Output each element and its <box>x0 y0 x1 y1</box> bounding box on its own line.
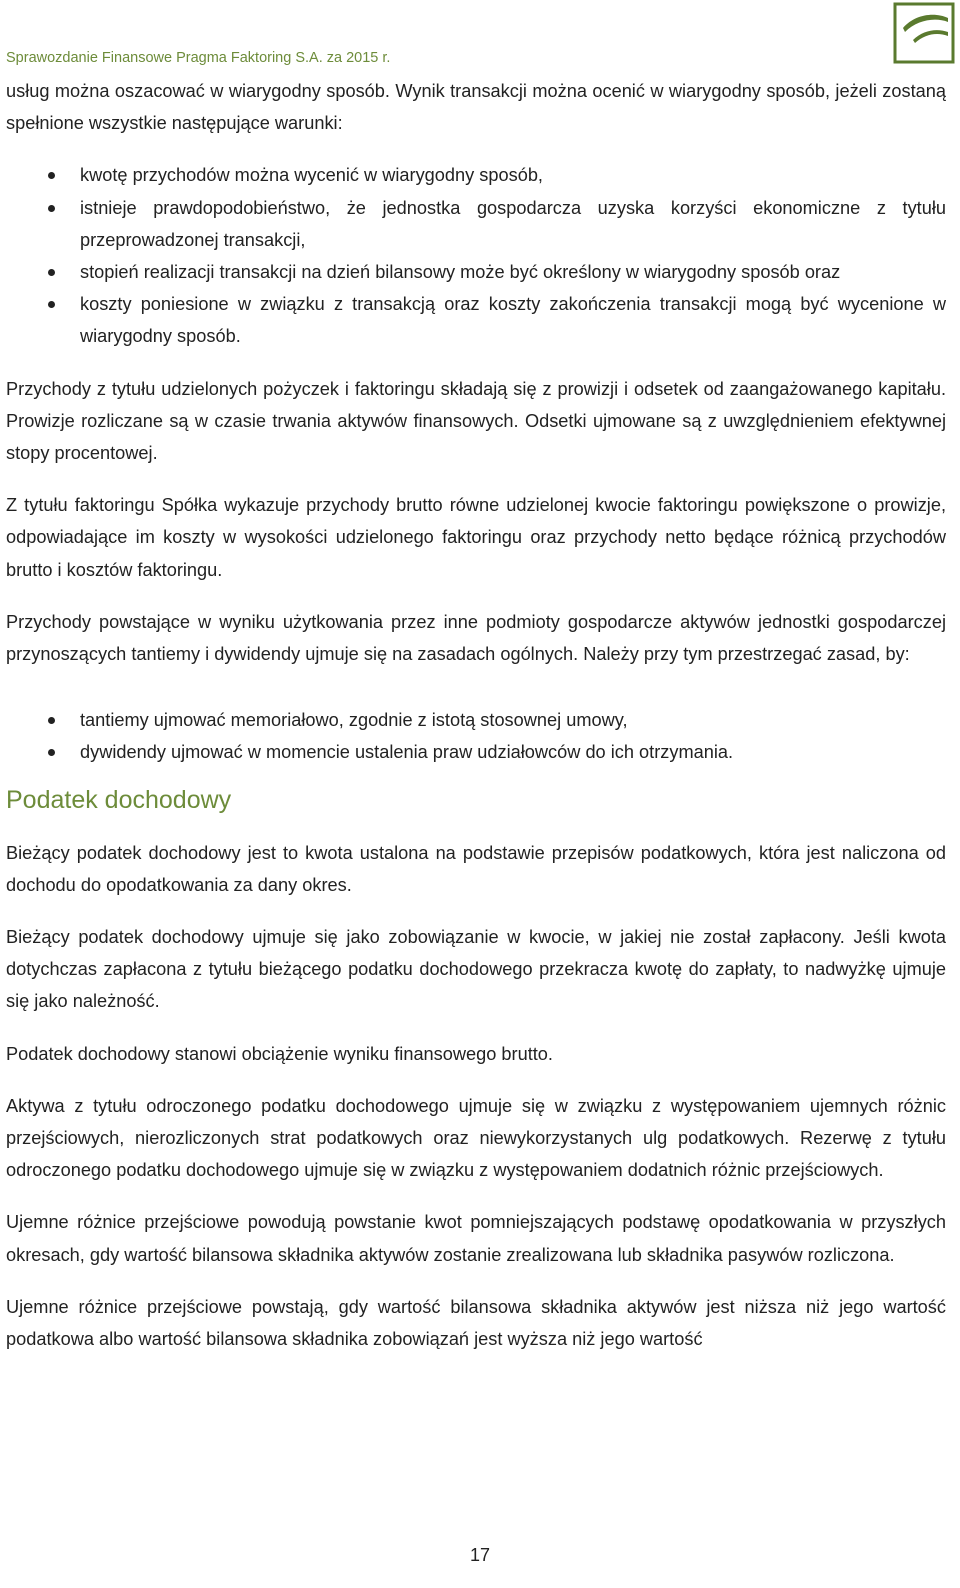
paragraph: Ujemne różnice przejściowe powodują powstanie kwot pomniejszających podstawę opodatkowania w przyszłych okresach, gdy wartość bilansowa składnika aktywów zostanie zrealizowana lub składnika pasywów rozliczona. <box>6 1212 946 1265</box>
page-number: 17 <box>469 1545 491 1565</box>
paragraph: Przychody z tytułu udzielonych pożyczek i faktoringu składają się z prowizji i odsetek od zaangażowanego kapitału. Prowizje rozliczane są w czasie trwania aktywów finansowych. Odsetki ujmowane są z uwzględnieniem efektywnej stopy procentowej. <box>6 378 946 464</box>
list-item: dywidendy ujmować w momencie ustalenia praw udziałowców do ich otrzymania. <box>6 736 946 768</box>
paragraph: Bieżący podatek dochodowy ujmuje się jako zobowiązanie w kwocie, w jakiej nie został zapłacony. Jeśli kwota dotychczas zapłacona z tytułu bieżącego podatku dochodowego przekracza kwotę do zapłaty, to nadwyżkę ujmuje się jako należność. <box>6 927 946 1012</box>
paragraph: Bieżący podatek dochodowy jest to kwota ustalona na podstawie przepisów podatkowych, która jest naliczona od dochodu do opodatkowania za dany okres. <box>6 842 946 895</box>
intro-paragraph: usług można oszacować w wiarygodny sposób. Wynik transakcji można ocenić w wiarygodny sposób, jeżeli zostaną spełnione wszystkie następujące warunki: <box>6 81 946 134</box>
list-item: tantiemy ujmować memoriałowo, zgodnie z istotą stosownej umowy, <box>6 704 946 736</box>
paragraph: Podatek dochodowy stanowi obciążenie wyniku finansowego brutto. <box>6 1043 553 1064</box>
paragraph: Ujemne różnice przejściowe powstają, gdy wartość bilansowa składnika aktywów jest niższa niż jego wartość podatkowa albo wartość bilansowa składnika zobowiązań jest wyższa niż jego wartość <box>6 1296 946 1350</box>
conditions-list <box>6 159 946 352</box>
list-item: kwotę przychodów można wycenić w wiarygodny sposób, <box>6 159 946 191</box>
document-body <box>6 75 946 1375</box>
list-item: istnieje prawdopodobieństwo, że jednostka gospodarcza uzyska korzyści ekonomiczne z tytułu przeprowadzonej transakcji, <box>6 192 946 256</box>
list-item: koszty poniesione w związku z transakcją oraz koszty zakończenia transakcji mogą być wycenione w wiarygodny sposób. <box>6 288 946 352</box>
paragraph: Aktywa z tytułu odroczonego podatku dochodowego ujmuje się w związku z występowaniem ujemnych różnic przejściowych, nierozliczonych strat podatkowych oraz niewykorzystanych ulg podatkowych. Rezerwę z tytułu odroczonego podatku dochodowego ujmuje się w związku z występowaniem dodatnich różnic przejściowych. <box>6 1095 946 1181</box>
list-item: stopień realizacji transakcji na dzień bilansowy może być określony w wiarygodny sposób oraz <box>6 256 946 288</box>
paragraph: Przychody powstające w wyniku użytkowania przez inne podmioty gospodarcze aktywów jednostki gospodarczej przynoszących tantiemy i dywidendy ujmuje się na zasadach ogólnych. Należy przy tym przestrzegać zasad, by: <box>6 611 946 665</box>
rules-list <box>6 704 946 768</box>
section-heading: Podatek dochodowy <box>6 785 232 814</box>
paragraph: Z tytułu faktoringu Spółka wykazuje przychody brutto równe udzielonej kwocie faktoringu powiększone o prowizje, odpowiadające im koszty w wysokości udzielonego faktoringu oraz przychody netto będące różnicą przychodów brutto i kosztów faktoringu. <box>6 495 946 580</box>
pragma-logo-icon <box>893 2 955 64</box>
document-header-title: Sprawozdanie Finansowe Pragma Faktoring S.A. za 2015 r. <box>6 50 391 66</box>
